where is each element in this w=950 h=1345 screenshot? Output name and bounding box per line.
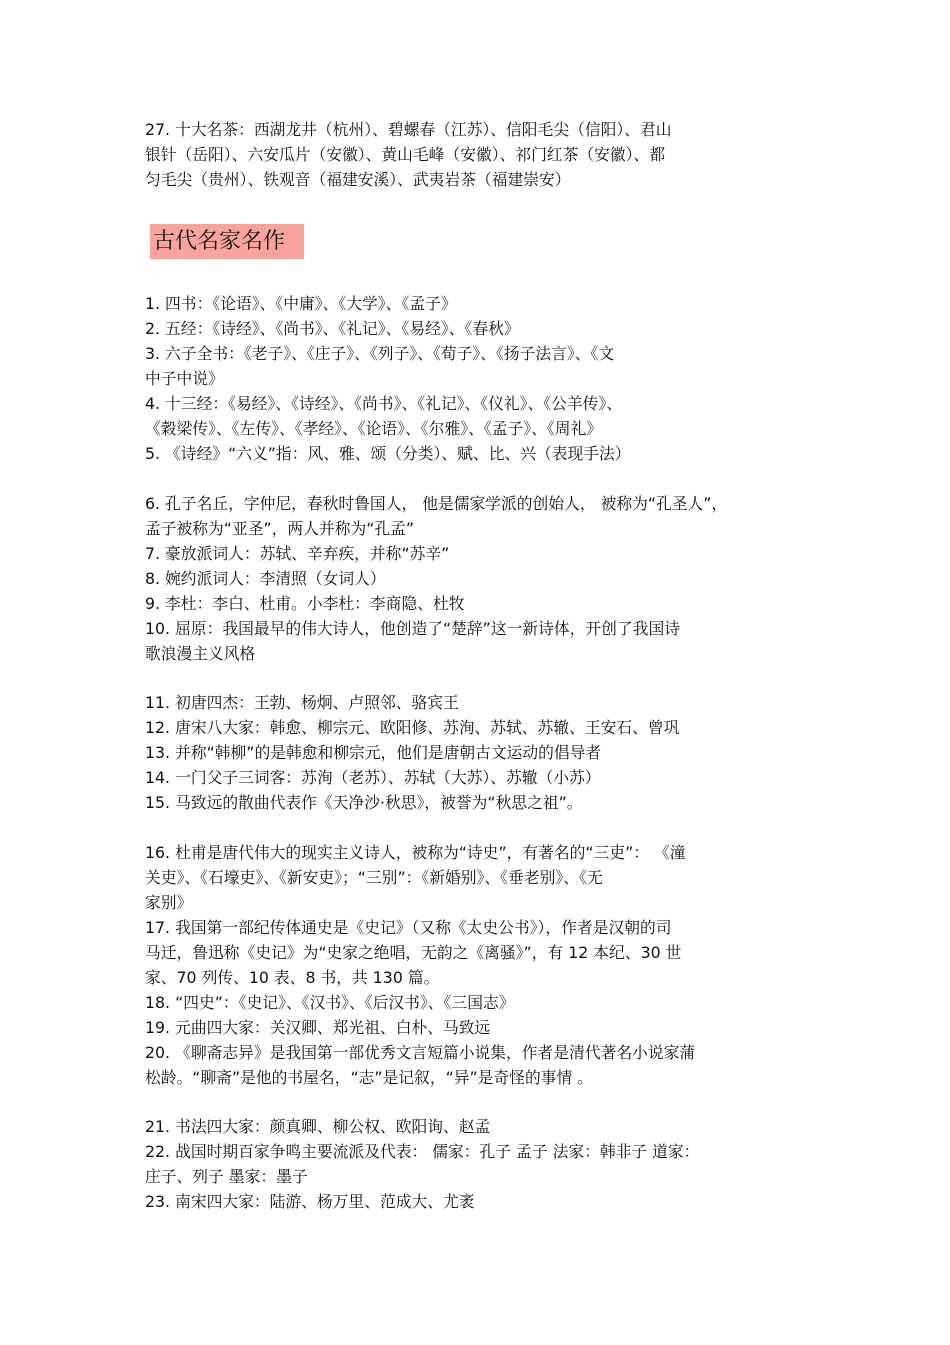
text-line: 关吏》、《石壕吏》、《新安吏》；“三别”：《新婚别》、《垂老别》、《无 <box>145 868 603 887</box>
text-line: 5. 《诗经》“六义”指：风、雅、颂（分类）、赋、比、兴（表现手法） <box>145 444 631 463</box>
paragraph-group-2 <box>145 491 815 666</box>
text-line: 21. 书法四大家：颜真卿、柳公权、欧阳询、赵孟 <box>145 1117 491 1136</box>
paragraph-group-3 <box>145 690 815 815</box>
text-line: 13. 并称“韩柳”的是韩愈和柳宗元，他们是唐朝古文运动的倡导者 <box>145 743 602 762</box>
text-line: 马迁，鲁迅称《史记》为“史家之绝唱，无韵之《离骚》”，有 12 本纪、30 世 <box>145 943 682 962</box>
text-line: 1. 四书：《论语》、《中庸》、《大学》、《孟子》 <box>145 294 457 313</box>
paragraph-group-1 <box>145 291 815 466</box>
text-line: 18. “四史”：《史记》、《汉书》、《后汉书》、《三国志》 <box>145 993 515 1012</box>
text-line: 家别》 <box>145 893 193 912</box>
text-line: 中子中说》 <box>145 369 224 388</box>
text-line: 22. 战国时期百家争鸣主要流派及代表： 儒家：孔子 孟子 法家：韩非子 道家： <box>145 1142 700 1161</box>
text-line: 7. 豪放派词人：苏轼、辛弃疾，并称“苏辛” <box>145 544 450 563</box>
text-line: 家、70 列传、10 表、8 书，共 130 篇。 <box>145 968 440 987</box>
text-line: 23. 南宋四大家：陆游、杨万里、范成大、尤袤 <box>145 1192 475 1211</box>
text-line: 17. 我国第一部纪传体通史是《史记》（又称《太史公书》），作者是汉朝的司 <box>145 918 672 937</box>
text-line: 10. 屈原：我国最早的伟大诗人，他创造了“楚辞”这一新诗体，开创了我国诗 <box>145 619 680 638</box>
text-line: 9. 李杜：李白、杜甫。小李杜：李商隐、杜牧 <box>145 594 465 613</box>
text-line: 12. 唐宋八大家：韩愈、柳宗元、欧阳修、苏洵、苏轼、苏辙、王安石、曾巩 <box>145 718 680 737</box>
text-line: 15. 马致远的散曲代表作《天净沙·秋思》，被誉为“秋思之祖”。 <box>145 793 583 812</box>
text-line: 歌浪漫主义风格 <box>145 644 256 663</box>
section-heading: 古代名家名作 <box>150 224 304 259</box>
text-line: 松龄。“聊斋”是他的书屋名，“志”是记叙，“异”是奇怪的事情 。 <box>145 1068 594 1087</box>
text-line: 匀毛尖（贵州）、铁观音（福建安溪）、武夷岩茶（福建崇安） <box>145 170 571 189</box>
text-line: 3. 六子全书：《老子》、《庄子》、《列子》、《荀子》、《扬子法言》、《文 <box>145 344 615 363</box>
text-line: 27. 十大名茶：西湖龙井（杭州）、碧螺春（江苏）、信阳毛尖（信阳）、君山 <box>145 120 672 139</box>
text-line: 14. 一门父子三词客：苏洵（老苏）、苏轼（大苏）、苏辙（小苏） <box>145 768 601 787</box>
text-line: 6. 孔子名丘，字仲尼，春秋时鲁国人， 他是儒家学派的创始人， 被称为“孔圣人”， <box>145 494 728 513</box>
text-line: 11. 初唐四杰：王勃、杨炯、卢照邻、骆宾王 <box>145 693 459 712</box>
text-line: 2. 五经：《诗经》、《尚书》、《礼记》、《易经》、《春秋》 <box>145 319 520 338</box>
tea-paragraph <box>145 117 815 192</box>
text-line: 4. 十三经：《易经》、《诗经》、《尚书》、《礼记》、《仪礼》、《公羊传》、 <box>145 394 623 413</box>
text-line: 银针（岳阳）、六安瓜片（安徽）、黄山毛峰（安徽）、祁门红茶（安徽）、都 <box>145 145 666 164</box>
text-line: 16. 杜甫是唐代伟大的现实主义诗人，被称为“诗史”，有著名的“三吏”： 《潼 <box>145 843 686 862</box>
text-line: 孟子被称为“亚圣”，两人并称为“孔孟” <box>145 519 415 538</box>
paragraph-group-4 <box>145 840 815 1090</box>
text-line: 20. 《聊斋志异》是我国第一部优秀文言短篇小说集，作者是清代著名小说家蒲 <box>145 1043 696 1062</box>
text-line: 《穀梁传》、《左传》、《孝经》、《论语》、《尔雅》、《孟子》、《周礼》 <box>145 419 603 438</box>
paragraph-group-5 <box>145 1114 815 1214</box>
text-line: 19. 元曲四大家：关汉卿、郑光祖、白朴、马致远 <box>145 1018 491 1037</box>
text-line: 庄子、列子 墨家：墨子 <box>145 1167 308 1186</box>
text-line: 8. 婉约派词人：李清照（女词人） <box>145 569 386 588</box>
